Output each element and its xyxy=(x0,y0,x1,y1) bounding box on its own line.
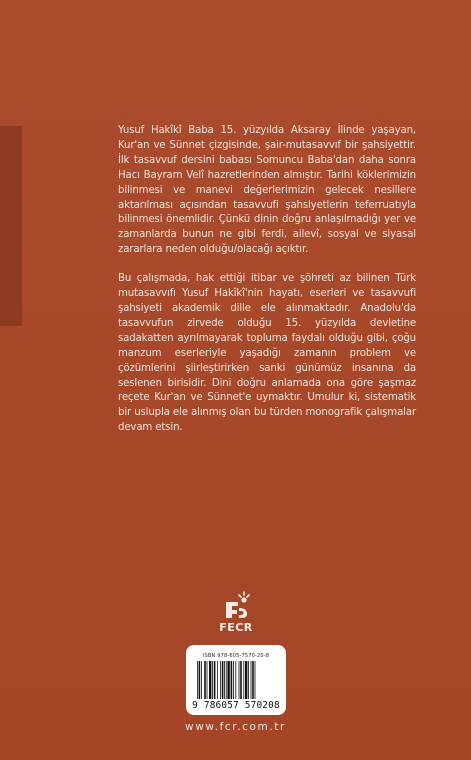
barcode-bars xyxy=(197,661,275,699)
barcode-bar xyxy=(222,661,224,699)
barcode-bar xyxy=(231,661,233,699)
barcode-bar xyxy=(239,661,240,699)
publisher-logo xyxy=(210,590,262,642)
publisher-name: FECR xyxy=(219,621,253,634)
isbn-digits: 9 786057 570208 xyxy=(192,700,280,711)
blurb-text xyxy=(118,124,416,450)
barcode-bar xyxy=(214,661,216,699)
barcode-bar xyxy=(235,661,236,699)
barcode-bar xyxy=(204,661,206,699)
barcode-bar xyxy=(251,661,252,699)
barcode-bar xyxy=(220,661,221,699)
barcode-bar xyxy=(248,661,249,699)
barcode-bar xyxy=(226,661,227,699)
barcode-bar xyxy=(243,661,244,699)
blurb-paragraph-2: Bu çalışmada, hak ettiği itibar ve şöhreti az bilinen Türk mutasavvıfı Yusuf Hakîkî'nin hayatı, eserleri ve tasavvufi şahsiyeti akademik dille ele alınmaktadır. Anadolu'da tasavvufun zirvede olduğu 15. yüzyılda devletine sadakatten ayrılmayarak topluma faydalı olduğu gibi, çoğu manzum eserleriyle yaşadığı zamanın problem ve çözümlerini şiirleştirirken sanki günümüz insanına da seslenen birisidir. Dini doğru anlamada ona göre şaşmaz reçete Kur'an ve Sünnet'e uymaktır. Umulur ki, sistematik bir uslupla ele alınmış olan bu türden monografik çalışmalar devam etsin. xyxy=(118,273,416,434)
barcode-bar xyxy=(252,661,254,699)
barcode-panel xyxy=(186,645,286,715)
barcode-bar xyxy=(255,661,256,699)
barcode-bar xyxy=(224,661,225,699)
barcode-bar xyxy=(199,661,201,699)
barcode-bar xyxy=(227,661,229,699)
barcode-bar xyxy=(245,661,247,699)
blurb-paragraph-1: Yusuf Hakîkî Baba 15. yüzyılda Aksaray İlinde yaşayan, Kur'an ve Sünnet çizgisinde, şair-mutasavvıf bir şahsiyettir. İlk tasavvuf dersini babası Somuncu Baba'dan daha sonra Hacı Bayram Velî hazretlerinden almıştır. Tarihi köklerimizin bilinmesi ve manevi değerlerimizin gelecek nesillere aktarılması açısından tasavvufi şahsiyetlerin teferruatıyla bilinmesi önemlidir. Çünkü dinin doğru anlaşılmadığı yer ve zamanlarda bunun ne gibi ferdi, ailevî, sosyal ve siyasal zararlara neden olduğu/olacağı açıktır. xyxy=(118,125,416,256)
barcode-bar xyxy=(212,661,213,699)
fecr-logo-icon xyxy=(220,590,252,620)
barcode-bar xyxy=(217,661,218,699)
barcode-bar xyxy=(209,661,211,699)
barcode-bar xyxy=(201,661,202,699)
barcode-bar xyxy=(233,661,234,699)
barcode-bar xyxy=(207,661,208,699)
spine-band xyxy=(0,126,22,326)
barcode-bar xyxy=(240,661,242,699)
publisher-website: www.fcr.com.tr xyxy=(185,721,286,733)
barcode-bar xyxy=(197,661,198,699)
isbn-label: ISBN 978-605-7570-20-8 xyxy=(202,653,270,659)
